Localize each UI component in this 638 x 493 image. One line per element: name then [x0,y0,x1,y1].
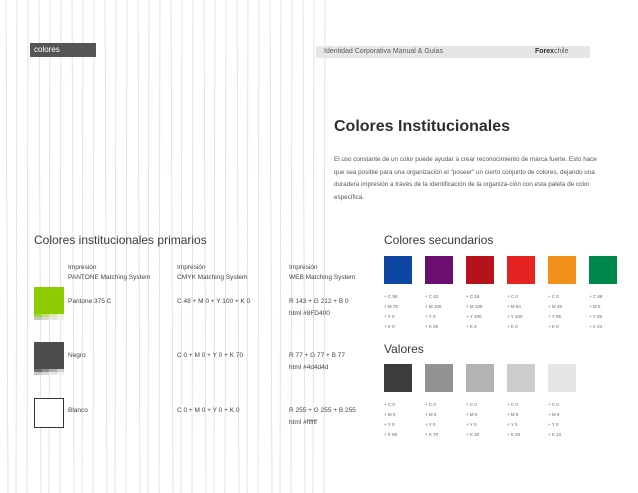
cmyk-y-value: + Y 0 [425,422,436,427]
color-swatch [589,256,617,284]
primary-colors-title: Colores institucionales primarios [34,233,207,247]
values-swatch-grid [384,364,624,444]
cmyk-k-value: + K 8 [466,324,477,329]
color-swatch [34,287,64,317]
background-line [247,0,248,493]
swatch-fill [34,342,64,372]
cmyk-k-value: + K 30 [466,432,480,437]
swatch-tint-strip-lower [34,317,64,320]
color-swatch [548,256,576,284]
cmyk-m-value: + M 100 [425,304,442,309]
cmyk-c-value: + C 0 [425,402,436,407]
secondary-colors-title: Colores secundarios [384,233,494,247]
cmyk-m-value: + M 0 [589,304,601,309]
swatch-cmyk-values [589,292,623,332]
background-line [225,0,226,493]
brand-name [535,46,568,58]
brand-name-rest: chile [554,48,569,55]
cmyk-m-value: + M 0 [466,412,478,417]
cmyk-k-value: + K 70 [425,432,439,437]
row-green-cmyk: C 48 + M 0 + Y 100 + K 0 [177,298,251,305]
cmyk-m-value: + M 0 [507,412,519,417]
swatch-cmyk-values [507,292,541,332]
header-web [289,263,389,283]
swatch-tint-strip-lower [34,372,64,375]
color-swatch [507,256,535,284]
swatch-cmyk-values [466,400,500,440]
values-title: Valores [384,342,424,356]
color-swatch [34,398,64,428]
header-pantone-line2: PANTONE Matching System [68,274,151,281]
cmyk-c-value: + C 0 [384,402,395,407]
header-cmyk-line1: Impresión [177,264,206,271]
background-line [237,0,239,493]
cmyk-m-value: + M 75 [384,304,398,309]
color-swatch [507,364,535,392]
header-pantone [68,263,168,283]
cmyk-k-value: + K 0 [548,324,559,329]
document-header-bar [316,46,590,58]
row-white-html: html #ffffff [289,419,317,426]
cmyk-y-value: + Y 0 [507,422,518,427]
cmyk-c-value: + C 88 [589,294,603,299]
swatch-cmyk-values [507,400,541,440]
swatch-cmyk-values [425,400,459,440]
header-cmyk-line2: CMYK Matching System [177,274,248,281]
swatch-cmyk-values [548,292,582,332]
row-black-rgb: R 77 + G 77 + B 77 [289,352,346,359]
row-black-cmyk: C 0 + M 0 + Y 0 + K 70 [177,352,244,359]
row-white-cmyk: C 0 + M 0 + Y 0 + K 0 [177,407,240,414]
color-swatch [466,364,494,392]
header-cmyk [177,263,277,283]
color-swatch [384,364,412,392]
cmyk-y-value: + Y 0 [384,314,395,319]
color-swatch [548,364,576,392]
background-line [27,0,28,493]
cmyk-c-value: + C 16 [466,294,480,299]
row-white-pantone: Blanco [68,407,88,414]
background-line [258,0,259,493]
cmyk-m-value: + M 100 [466,304,483,309]
cmyk-m-value: + M 0 [384,412,396,417]
cmyk-y-value: + Y 100 [466,314,482,319]
swatch-cmyk-values [384,292,418,332]
row-black-html: html #4d4d4d [289,364,329,371]
header-web-line1: Impresión [289,264,318,271]
intro-paragraph: El uso constante de un color puede ayudar a crear reconocimiento de marca fuerte. Esto hace que sea posible para una organización el "poseer" un cierto conjunto de colores, dejando una duradera impresión a través de la identificación de la organiza-ción con esta paleta de color específica. [334,156,597,201]
cmyk-c-value: + C 0 [466,402,477,407]
color-swatch [466,256,494,284]
page-title: Colores Institucionales [334,118,511,135]
cmyk-k-value: + K 24 [589,324,603,329]
background-line [6,0,8,493]
background-line [270,0,272,493]
header-web-line2: WEB Matching System [289,274,356,281]
cmyk-y-value: + Y 85 [589,314,602,319]
background-line [16,0,17,493]
cmyk-m-value: + M 0 [548,412,560,417]
cmyk-m-value: + M 0 [425,412,437,417]
background-line [324,0,325,493]
row-green-rgb: R 143 + G 212 + B 0 [289,298,349,305]
swatch-fill [34,287,64,317]
cmyk-k-value: + K 26 [425,324,439,329]
color-swatch [425,256,453,284]
cmyk-k-value: + K 10 [548,432,562,437]
color-swatch [384,256,412,284]
cmyk-m-value: + M 49 [548,304,562,309]
cmyk-k-value: + K 0 [384,324,395,329]
cmyk-m-value: + M 94 [507,304,521,309]
cmyk-c-value: + C 0 [507,294,518,299]
header-pantone-line1: Impresión [68,264,97,271]
swatch-cmyk-values [425,292,459,332]
cmyk-k-value: + K 0 [507,324,518,329]
cmyk-y-value: + Y 0 [466,422,477,427]
cmyk-y-value: + Y 0 [425,314,436,319]
swatch-cmyk-values [466,292,500,332]
secondary-swatch-grid [384,256,624,336]
cmyk-c-value: + C 0 [548,402,559,407]
background-line [280,0,281,493]
cmyk-y-value: + Y 100 [507,314,523,319]
brand-name-bold: Forex [535,48,555,55]
row-green-pantone: Pantone 375 C [68,298,112,305]
row-black-pantone: Negro [68,352,86,359]
row-green-html: html #8FD400 [289,310,330,317]
swatch-cmyk-values [548,400,582,440]
cmyk-c-value: + C 0 [548,294,559,299]
cmyk-c-value: + C 99 [384,294,398,299]
color-swatch [34,342,64,372]
background-line [214,0,215,493]
row-white-rgb: R 255 + G 255 + B 255 [289,407,356,414]
cmyk-k-value: + K 90 [384,432,398,437]
cmyk-c-value: + C 62 [425,294,439,299]
swatch-cmyk-values [384,400,418,440]
cmyk-k-value: + K 20 [507,432,521,437]
swatch-fill [35,399,63,427]
cmyk-y-value: + Y 0 [384,422,395,427]
cmyk-y-value: + Y 95 [548,314,561,319]
document-title: Identidad Corporativa Manual & Guías [324,48,444,55]
section-tab: colores [30,43,96,57]
cmyk-c-value: + C 0 [507,402,518,407]
cmyk-y-value: + Y 0 [548,422,559,427]
color-swatch [425,364,453,392]
